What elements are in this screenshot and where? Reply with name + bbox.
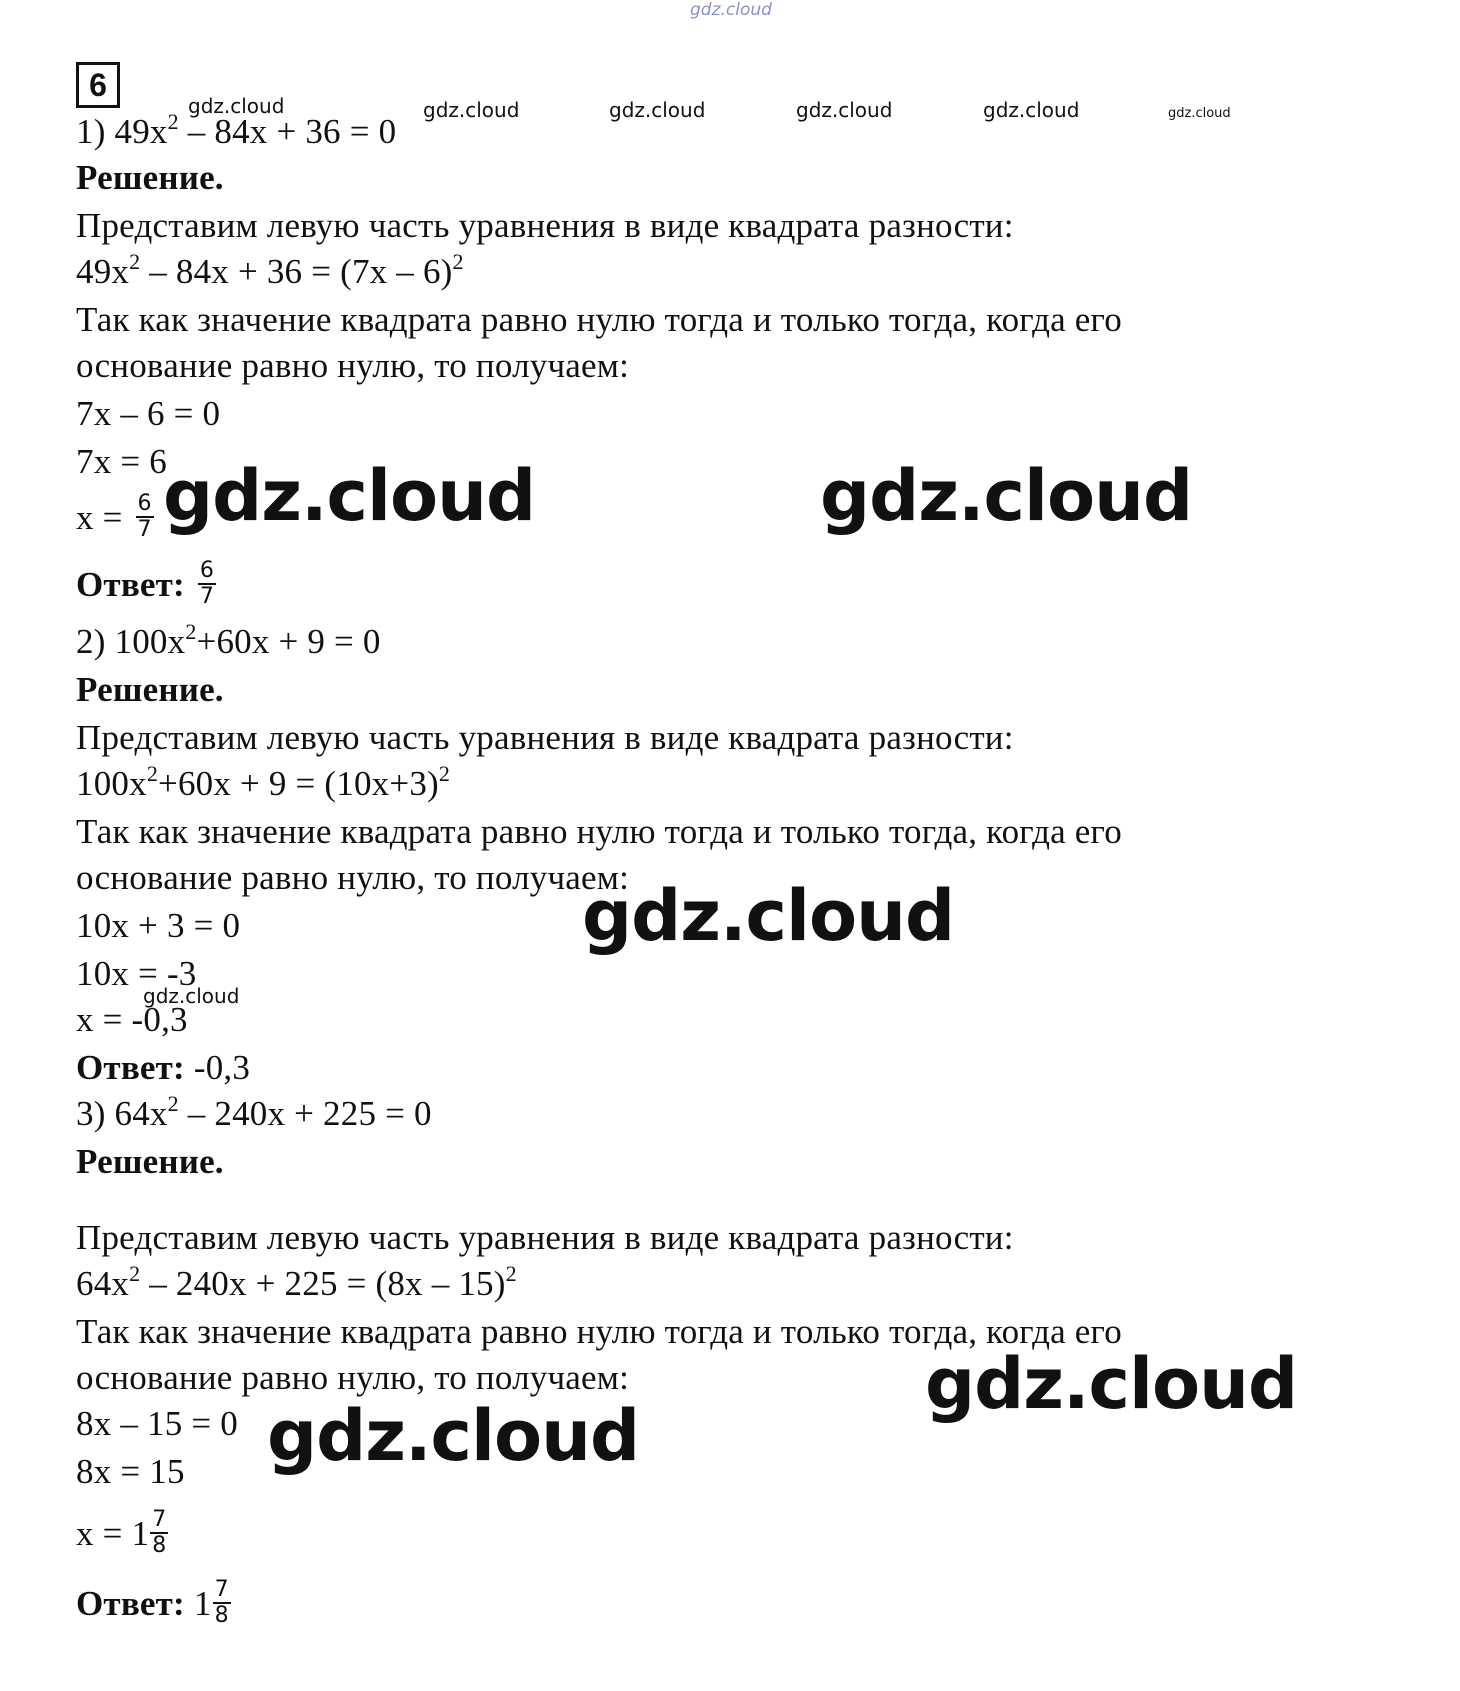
- step-1: 7x – 6 = 0: [76, 394, 221, 433]
- root-expression: x = $\frac{6}{7}$: [76, 491, 152, 542]
- solution-heading: Решение.: [76, 670, 224, 709]
- watermark-small: gdz.cloud: [188, 94, 285, 118]
- intro-text: Представим левую часть уравнения в виде квадрата разности:: [76, 718, 1014, 757]
- answer-line: Ответ: -0,3: [76, 1048, 251, 1087]
- watermark-small: gdz.cloud: [423, 98, 520, 122]
- equation-1: 1) $49x^2 - 84x + 36 = 0$: [76, 109, 397, 151]
- square-identity: $64x^2 - 240x + 225 = (8x - 15)^2$: [76, 1261, 517, 1303]
- fraction: $\frac{6}{7}$: [199, 558, 215, 609]
- answer-line: Ответ: 1 $\frac{7}{8}$: [76, 1577, 229, 1628]
- step-1: 10x + 3 = 0: [76, 906, 241, 945]
- watermark-small: gdz.cloud: [796, 98, 893, 122]
- solution-heading: Решение.: [76, 158, 224, 197]
- task-number: 6: [76, 62, 120, 108]
- equation-3: 3) $64x^2 - 240x + 225 = 0$: [76, 1091, 432, 1133]
- intro-text: Представим левую часть уравнения в виде квадрата разности:: [76, 206, 1014, 245]
- equation-2: 2) $100x^2+60x + 9 = 0$: [76, 619, 381, 661]
- watermark-small: gdz.cloud: [983, 98, 1080, 122]
- watermark-large: gdz.cloud: [582, 875, 955, 957]
- watermark-small: gdz.cloud: [143, 984, 240, 1008]
- watermark-large: gdz.cloud: [267, 1395, 640, 1477]
- explanation-line-1: Так как значение квадрата равно нулю тогда и только тогда, когда его: [76, 300, 1122, 339]
- step-2: 7x = 6: [76, 442, 167, 481]
- explanation-line-1: Так как значение квадрата равно нулю тогда и только тогда, когда его: [76, 1312, 1122, 1351]
- watermark-small: gdz.cloud: [1168, 106, 1231, 121]
- step-2: 10x = -3: [76, 954, 197, 993]
- answer-line: Ответ: $\frac{6}{7}$: [76, 558, 215, 609]
- root-expression: x = 1 $\frac{7}{8}$: [76, 1507, 167, 1558]
- step-1: 8x – 15 = 0: [76, 1404, 238, 1443]
- explanation-line-1: Так как значение квадрата равно нулю тогда и только тогда, когда его: [76, 812, 1122, 851]
- watermark-large: gdz.cloud: [163, 455, 536, 537]
- intro-text: Представим левую часть уравнения в виде квадрата разности:: [76, 1218, 1014, 1257]
- explanation-line-2: основание равно нулю, то получаем:: [76, 1358, 629, 1397]
- watermark-top: gdz.cloud: [690, 0, 772, 20]
- watermark-large: gdz.cloud: [820, 455, 1193, 537]
- solution-heading: Решение.: [76, 1142, 224, 1181]
- explanation-line-2: основание равно нулю, то получаем:: [76, 858, 629, 897]
- fraction: $\frac{6}{7}$: [137, 491, 152, 542]
- step-3: x = -0,3: [76, 1000, 188, 1039]
- fraction: $\frac{7}{8}$: [214, 1577, 229, 1628]
- square-identity: $49x^2 - 84x + 36 = (7x - 6)^2$: [76, 249, 464, 291]
- watermark-large: gdz.cloud: [925, 1343, 1298, 1425]
- watermark-small: gdz.cloud: [609, 98, 706, 122]
- explanation-line-2: основание равно нулю, то получаем:: [76, 346, 629, 385]
- fraction: $\frac{7}{8}$: [152, 1507, 167, 1558]
- step-2: 8x = 15: [76, 1452, 185, 1491]
- square-identity: $100x^2+60x + 9 = (10x+3)^2$: [76, 761, 451, 803]
